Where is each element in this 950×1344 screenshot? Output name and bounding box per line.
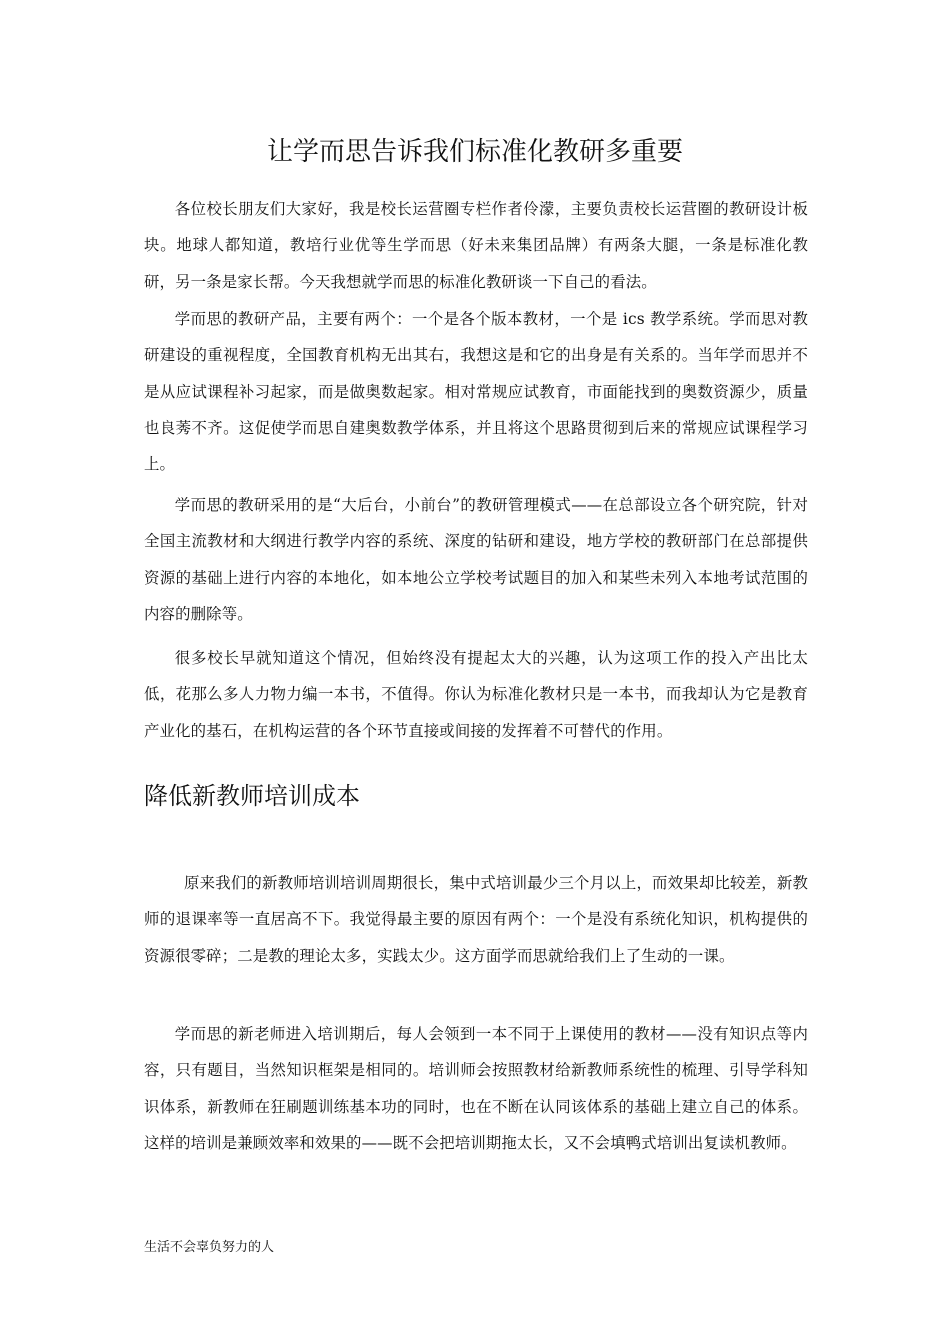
- document-title: 让学而思告诉我们标准化教研多重要: [266, 137, 683, 167]
- paragraph-intro-4: 很多校长早就知道这个情况，但始终没有提起太大的兴趣，认为这项工作的投入产出比太低，花那么多人力物力编一本书，不值得。你认为标准化教材只是一本书，而我却认为它是教育产业化的基石，在机构运营的各个环节直接或间接的发挥着不可替代的作用。: [144, 649, 808, 740]
- paragraph-intro-3: 学而思的教研采用的是“大后台，小前台”的教研管理模式——在总部设立各个研究院，针对全国主流教材和大纲进行教学内容的系统、深度的钻研和建设，地方学校的教研部门在总部提供资源的基础上进行内容的本地化，如本地公立学校考试题目的加入和某些未列入本地考试范围的内容的删除等。: [144, 496, 808, 623]
- paragraph-section-1: 原来我们的新教师培训培训周期很长，集中式培训最少三个月以上，而效果却比较差，新教师的退课率等一直居高不下。我觉得最主要的原因有两个：一个是没有系统化知识，机构提供的资源很零碎；二是教的理论太多，实践太少。这方面学而思就给我们上了生动的一课。: [144, 874, 808, 965]
- paragraph-intro-2: 学而思的教研产品，主要有两个：一个是各个版本教材，一个是 ics 教学系统。学而思对教研建设的重视程度，全国教育机构无出其右，我想这是和它的出身是有关系的。当年学而思并不是从应试课程补习起家，而是做奥数起家。相对常规应试教育，市面能找到的奥数资源少，质量也良莠不齐。这促使学而思自建奥数教学体系，并且将这个思路贯彻到后来的常规应试课程学习上。: [144, 310, 808, 474]
- page-footer: 生活不会辜负努力的人: [144, 1240, 275, 1255]
- section-heading: 降低新教师培训成本: [144, 782, 360, 810]
- paragraph-intro-1: 各位校长朋友们大家好，我是校长运营圈专栏作者伶濛，主要负责校长运营圈的教研设计板块。地球人都知道，教培行业优等生学而思（好未来集团品牌）有两条大腿，一条是标准化教研，另一条是家长帮。今天我想就学而思的标准化教研谈一下自己的看法。: [144, 200, 808, 291]
- paragraph-section-2: 学而思的新老师进入培训期后，每人会领到一本不同于上课使用的教材——没有知识点等内容，只有题目，当然知识框架是相同的。培训师会按照教材给新教师系统性的梳理、引导学科知识体系，新教师在狂刷题训练基本功的同时，也在不断在认同该体系的基础上建立自己的体系。这样的培训是兼顾效率和效果的——既不会把培训期拖太长，又不会填鸭式培训出复读机教师。: [144, 1025, 808, 1152]
